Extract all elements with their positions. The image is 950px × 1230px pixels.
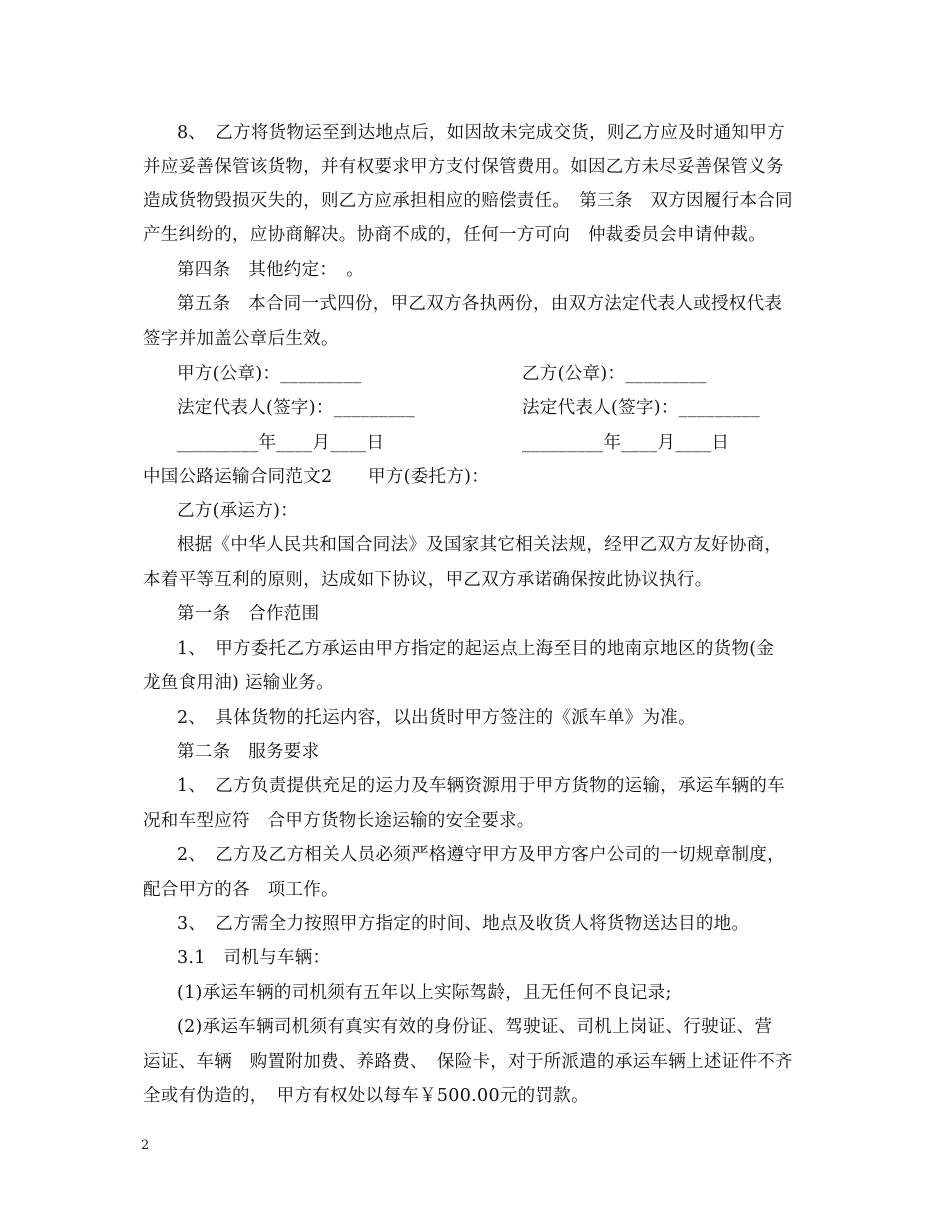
- paragraph-line: 3、 乙方需全力按照甲方指定的时间、地点及收货人将货物送达目的地。: [177, 914, 750, 934]
- paragraph-line: 况和车型应符 合甲方货物长途运输的安全要求。: [143, 811, 535, 831]
- paragraph-line: 1、 乙方负责提供充足的运力及车辆资源用于甲方货物的运输，承运车辆的车: [177, 776, 785, 796]
- paragraph-line: 2、 乙方及乙方相关人员必须严格遵守甲方及甲方客户公司的一切规章制度，: [177, 845, 785, 865]
- paragraph-line: 本着平等互利的原则，达成如下协议，甲乙双方承诺确保按此协议执行。: [143, 570, 713, 590]
- party-a-seal-field: 甲方(公章)：_________: [177, 364, 362, 384]
- party-b-date-field: _________年____月____日: [522, 433, 730, 453]
- paragraph-line: 乙方(承运方)：: [177, 501, 299, 521]
- paragraph-line: 第四条 其他约定： 。: [177, 260, 365, 280]
- paragraph-line: 龙鱼食用油) 运输业务。: [143, 673, 334, 693]
- paragraph-line: 全或有伪造的， 甲方有权处以每车￥500.00元的罚款。: [143, 1086, 589, 1106]
- paragraph-line: 2、 具体货物的托运内容，以出货时甲方签注的《派车单》为准。: [177, 708, 696, 728]
- paragraph-line: 产生纠纷的，应协商解决。协商不成的，任何一方可向 仲裁委员会申请仲裁。: [143, 225, 766, 245]
- paragraph-line: 造成货物毁损灭失的，则乙方应承担相应的赔偿责任。 第三条 双方因履行本合同: [143, 191, 793, 211]
- party-b-seal-field: 乙方(公章)：_________: [522, 364, 707, 384]
- party-b-representative-field: 法定代表人(签字)：_________: [522, 398, 761, 418]
- paragraph-line: (1)承运车辆的司机须有五年以上实际驾龄，且无任何不良记录;: [177, 983, 672, 1003]
- paragraph-line: 运证、车辆 购置附加费、养路费、 保险卡，对于所派遣的承运车辆上述证件不齐: [143, 1052, 793, 1072]
- paragraph-line: 根据《中华人民共和国合同法》及国家其它相关法规，经甲乙双方友好协商，: [177, 535, 783, 555]
- paragraph-line: 1、 甲方委托乙方承运由甲方指定的起运点上海至目的地南京地区的货物(金: [177, 639, 775, 659]
- paragraph-line: 配合甲方的各 项工作。: [143, 880, 339, 900]
- article-heading: 第二条 服务要求: [177, 742, 320, 762]
- paragraph-line: 第五条 本合同一式四份，甲乙双方各执两份，由双方法定代表人或授权代表: [177, 294, 783, 314]
- section-heading: 中国公路运输合同范文2 甲方(委托方)：: [143, 467, 490, 487]
- paragraph-line: 3.1 司机与车辆：: [177, 948, 331, 968]
- page-number: 2: [141, 1138, 150, 1153]
- party-a-date-field: _________年____月____日: [177, 433, 385, 453]
- paragraph-line: (2)承运车辆司机须有真实有效的身份证、驾驶证、司机上岗证、行驶证、营: [177, 1017, 773, 1037]
- paragraph-line: 8、 乙方将货物运至到达地点后，如因故未完成交货，则乙方应及时通知甲方: [177, 123, 785, 143]
- party-a-representative-field: 法定代表人(签字)：_________: [177, 398, 416, 418]
- paragraph-line: 签字并加盖公章后生效。: [143, 329, 339, 349]
- paragraph-line: 并应妥善保管该货物，并有权要求甲方支付保管费用。如因乙方未尽妥善保管义务: [143, 157, 784, 177]
- article-heading: 第一条 合作范围: [177, 604, 320, 624]
